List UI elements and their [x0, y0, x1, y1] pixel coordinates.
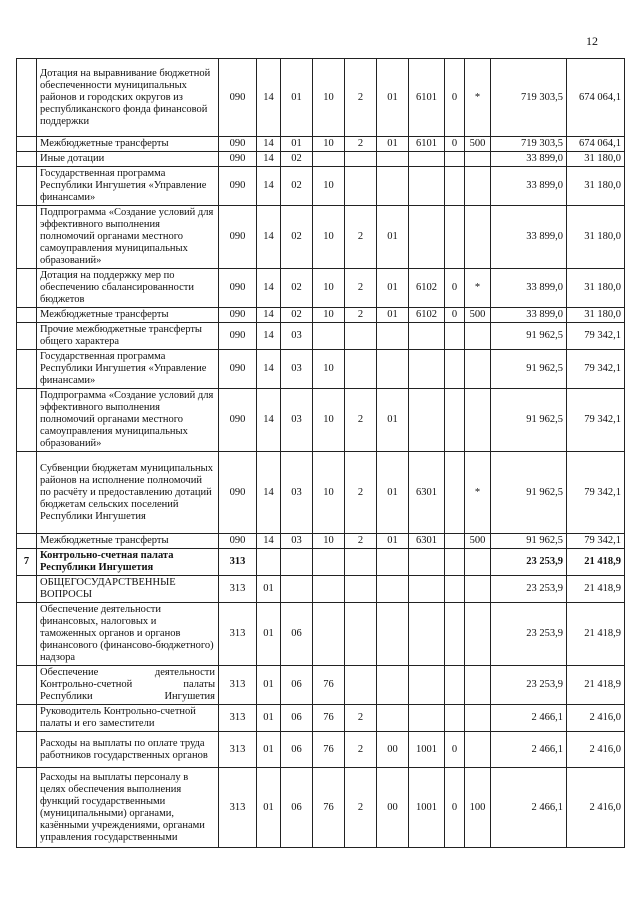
direction-code [409, 167, 445, 206]
row-number [17, 732, 37, 768]
direction-code: 6102 [409, 269, 445, 308]
table-row [17, 137, 625, 152]
subprogram-code [345, 323, 377, 350]
subprogram-code [345, 549, 377, 576]
section-code: 01 [257, 576, 281, 603]
extra-code: 0 [445, 308, 465, 323]
ved-code: 313 [219, 705, 257, 732]
event-code [377, 152, 409, 167]
direction-code [409, 576, 445, 603]
section-code: 14 [257, 308, 281, 323]
expense-type: 500 [465, 137, 491, 152]
expense-type [465, 167, 491, 206]
subsection-code [281, 576, 313, 603]
row-number [17, 206, 37, 269]
table-row [17, 452, 625, 534]
subsection-code: 03 [281, 389, 313, 452]
event-code: 01 [377, 206, 409, 269]
amount-1: 91 962,5 [491, 534, 567, 549]
expense-type: * [465, 269, 491, 308]
amount-2: 79 342,1 [567, 389, 625, 452]
event-code [377, 603, 409, 666]
section-code: 01 [257, 768, 281, 848]
section-code: 14 [257, 389, 281, 452]
expense-type [465, 389, 491, 452]
amount-1: 91 962,5 [491, 452, 567, 534]
item-name: Государственная программа Республики Ингушетия «Управление финансами» [37, 350, 219, 389]
program-code: 76 [313, 732, 345, 768]
section-code: 01 [257, 666, 281, 705]
extra-code [445, 705, 465, 732]
extra-code: 0 [445, 269, 465, 308]
item-name: Дотация на выравнивание бюджетной обеспеченности муниципальных районов и городских округов из республиканского фонда финансовой поддержки [37, 59, 219, 137]
amount-2: 31 180,0 [567, 308, 625, 323]
program-code [313, 576, 345, 603]
program-code: 10 [313, 167, 345, 206]
table-row [17, 705, 625, 732]
section-code: 14 [257, 452, 281, 534]
subprogram-code: 2 [345, 389, 377, 452]
program-code: 76 [313, 666, 345, 705]
section-code: 14 [257, 137, 281, 152]
subsection-code: 03 [281, 452, 313, 534]
amount-2: 79 342,1 [567, 323, 625, 350]
ved-code: 090 [219, 389, 257, 452]
item-name: Подпрограмма «Создание условий для эффективного выполнения полномочий органами местного самоуправления муниципальных образований» [37, 389, 219, 452]
section-code: 14 [257, 534, 281, 549]
subsection-code [281, 549, 313, 576]
item-name: Субвенции бюджетам муниципальных районов на исполнение полномочий по расчёту и предоставлению дотаций бюджетам сельских поселений Республики Ингушетия [37, 452, 219, 534]
section-code: 14 [257, 323, 281, 350]
event-code: 00 [377, 768, 409, 848]
subsection-code: 03 [281, 350, 313, 389]
extra-code [445, 206, 465, 269]
table-row [17, 152, 625, 167]
subprogram-code [345, 666, 377, 705]
subprogram-code: 2 [345, 732, 377, 768]
amount-2: 31 180,0 [567, 206, 625, 269]
row-number [17, 534, 37, 549]
event-code: 01 [377, 452, 409, 534]
subprogram-code: 2 [345, 534, 377, 549]
subsection-code: 02 [281, 167, 313, 206]
item-name: Межбюджетные трансферты [37, 308, 219, 323]
row-number [17, 768, 37, 848]
section-code: 14 [257, 350, 281, 389]
section-code: 01 [257, 732, 281, 768]
section-code: 14 [257, 269, 281, 308]
event-code: 01 [377, 137, 409, 152]
direction-code [409, 389, 445, 452]
program-code [313, 603, 345, 666]
amount-1: 719 303,5 [491, 137, 567, 152]
table-row [17, 167, 625, 206]
program-code: 10 [313, 452, 345, 534]
program-code: 10 [313, 350, 345, 389]
ved-code: 090 [219, 534, 257, 549]
extra-code: 0 [445, 137, 465, 152]
amount-1: 33 899,0 [491, 269, 567, 308]
section-code: 14 [257, 206, 281, 269]
program-code: 76 [313, 768, 345, 848]
table-row [17, 389, 625, 452]
extra-code [445, 152, 465, 167]
item-name: Межбюджетные трансферты [37, 534, 219, 549]
amount-2: 79 342,1 [567, 452, 625, 534]
section-code [257, 549, 281, 576]
extra-code [445, 666, 465, 705]
extra-code: 0 [445, 768, 465, 848]
subsection-code: 06 [281, 666, 313, 705]
subprogram-code: 2 [345, 137, 377, 152]
amount-1: 23 253,9 [491, 576, 567, 603]
amount-1: 23 253,9 [491, 603, 567, 666]
expense-type: * [465, 452, 491, 534]
item-name: Руководитель Контрольно-счетной палаты и его заместители [37, 705, 219, 732]
row-number [17, 323, 37, 350]
amount-1: 2 466,1 [491, 768, 567, 848]
section-code: 14 [257, 59, 281, 137]
expense-type [465, 323, 491, 350]
subprogram-code: 2 [345, 59, 377, 137]
expense-type [465, 666, 491, 705]
subsection-code: 02 [281, 206, 313, 269]
amount-1: 2 466,1 [491, 732, 567, 768]
section-code: 01 [257, 603, 281, 666]
event-code: 01 [377, 269, 409, 308]
amount-2: 2 416,0 [567, 768, 625, 848]
row-number [17, 705, 37, 732]
amount-2: 2 416,0 [567, 732, 625, 768]
event-code [377, 666, 409, 705]
ved-code: 090 [219, 323, 257, 350]
ved-code: 313 [219, 732, 257, 768]
extra-code [445, 603, 465, 666]
item-name: Иные дотации [37, 152, 219, 167]
ved-code: 090 [219, 59, 257, 137]
item-name: Контрольно-счетная палата Республики Ингушетия [37, 549, 219, 576]
table-row [17, 576, 625, 603]
amount-1: 91 962,5 [491, 350, 567, 389]
expense-type [465, 576, 491, 603]
expense-type: 500 [465, 534, 491, 549]
expense-type [465, 549, 491, 576]
subprogram-code: 2 [345, 452, 377, 534]
event-code: 00 [377, 732, 409, 768]
row-number [17, 350, 37, 389]
item-name: Обеспечение деятельности Контрольно-счетной палаты Республики Ингушетия [37, 666, 219, 705]
event-code: 01 [377, 308, 409, 323]
row-number [17, 152, 37, 167]
section-code: 14 [257, 152, 281, 167]
subsection-code: 06 [281, 768, 313, 848]
subsection-code: 06 [281, 603, 313, 666]
expense-type [465, 152, 491, 167]
subprogram-code: 2 [345, 308, 377, 323]
amount-1: 33 899,0 [491, 152, 567, 167]
direction-code [409, 323, 445, 350]
extra-code [445, 389, 465, 452]
event-code [377, 576, 409, 603]
amount-2: 2 416,0 [567, 705, 625, 732]
item-name: Обеспечение деятельности финансовых, налоговых и таможенных органов и органов финансового (финансово-бюджетного) надзора [37, 603, 219, 666]
event-code [377, 323, 409, 350]
amount-1: 33 899,0 [491, 206, 567, 269]
item-name: Расходы на выплаты персоналу в целях обеспечения выполнения функций государственными (муниципальными) органами, казёнными учреждениями, органами управления государственными [37, 768, 219, 848]
row-number [17, 389, 37, 452]
amount-1: 23 253,9 [491, 666, 567, 705]
subprogram-code [345, 603, 377, 666]
ved-code: 090 [219, 350, 257, 389]
direction-code [409, 549, 445, 576]
row-number [17, 308, 37, 323]
subprogram-code: 2 [345, 206, 377, 269]
row-number [17, 269, 37, 308]
table-row [17, 666, 625, 705]
table-row [17, 59, 625, 137]
table-row [17, 534, 625, 549]
subsection-code: 03 [281, 323, 313, 350]
subsection-code: 06 [281, 732, 313, 768]
ved-code: 090 [219, 206, 257, 269]
subsection-code: 01 [281, 137, 313, 152]
extra-code [445, 534, 465, 549]
amount-2: 21 418,9 [567, 549, 625, 576]
ved-code: 090 [219, 137, 257, 152]
direction-code: 6301 [409, 452, 445, 534]
item-name: Государственная программа Республики Ингушетия «Управление финансами» [37, 167, 219, 206]
amount-1: 91 962,5 [491, 389, 567, 452]
subprogram-code [345, 167, 377, 206]
direction-code: 1001 [409, 732, 445, 768]
direction-code [409, 206, 445, 269]
event-code [377, 705, 409, 732]
direction-code: 6102 [409, 308, 445, 323]
amount-2: 21 418,9 [567, 576, 625, 603]
direction-code: 6101 [409, 59, 445, 137]
event-code: 01 [377, 389, 409, 452]
item-name: Межбюджетные трансферты [37, 137, 219, 152]
budget-table [16, 58, 625, 848]
event-code: 01 [377, 59, 409, 137]
item-name: Прочие межбюджетные трансферты общего характера [37, 323, 219, 350]
extra-code [445, 167, 465, 206]
ved-code: 090 [219, 152, 257, 167]
direction-code: 6301 [409, 534, 445, 549]
subsection-code: 06 [281, 705, 313, 732]
direction-code [409, 152, 445, 167]
program-code [313, 323, 345, 350]
row-number [17, 452, 37, 534]
section-code: 14 [257, 167, 281, 206]
subprogram-code: 2 [345, 705, 377, 732]
row-number: 7 [17, 549, 37, 576]
amount-1: 33 899,0 [491, 167, 567, 206]
expense-type: * [465, 59, 491, 137]
table-row [17, 206, 625, 269]
extra-code [445, 549, 465, 576]
direction-code [409, 705, 445, 732]
subsection-code: 01 [281, 59, 313, 137]
row-number [17, 167, 37, 206]
amount-2: 31 180,0 [567, 152, 625, 167]
expense-type [465, 350, 491, 389]
program-code: 10 [313, 269, 345, 308]
amount-2: 31 180,0 [567, 269, 625, 308]
row-number [17, 59, 37, 137]
item-name: Расходы на выплаты по оплате труда работников государственных органов [37, 732, 219, 768]
expense-type [465, 732, 491, 768]
ved-code: 090 [219, 167, 257, 206]
extra-code [445, 576, 465, 603]
ved-code: 090 [219, 269, 257, 308]
program-code: 10 [313, 308, 345, 323]
subsection-code: 03 [281, 534, 313, 549]
extra-code [445, 350, 465, 389]
program-code: 10 [313, 59, 345, 137]
item-name: Подпрограмма «Создание условий для эффективного выполнения полномочий органами местного самоуправления муниципальных образований» [37, 206, 219, 269]
table-row [17, 732, 625, 768]
amount-1: 33 899,0 [491, 308, 567, 323]
extra-code: 0 [445, 59, 465, 137]
ved-code: 090 [219, 452, 257, 534]
amount-2: 674 064,1 [567, 137, 625, 152]
program-code: 76 [313, 705, 345, 732]
expense-type [465, 206, 491, 269]
expense-type: 100 [465, 768, 491, 848]
program-code [313, 152, 345, 167]
row-number [17, 603, 37, 666]
amount-1: 2 466,1 [491, 705, 567, 732]
extra-code [445, 452, 465, 534]
ved-code: 313 [219, 768, 257, 848]
table-row [17, 603, 625, 666]
ved-code: 313 [219, 576, 257, 603]
row-number [17, 137, 37, 152]
subprogram-code [345, 152, 377, 167]
subprogram-code [345, 576, 377, 603]
amount-2: 21 418,9 [567, 603, 625, 666]
program-code: 10 [313, 206, 345, 269]
page-number: 12 [586, 34, 598, 48]
event-code [377, 549, 409, 576]
event-code [377, 350, 409, 389]
event-code: 01 [377, 534, 409, 549]
amount-1: 91 962,5 [491, 323, 567, 350]
subsection-code: 02 [281, 308, 313, 323]
subsection-code: 02 [281, 152, 313, 167]
subsection-code: 02 [281, 269, 313, 308]
subprogram-code: 2 [345, 269, 377, 308]
item-name: ОБЩЕГОСУДАРСТВЕННЫЕ ВОПРОСЫ [37, 576, 219, 603]
extra-code [445, 323, 465, 350]
table-row [17, 308, 625, 323]
direction-code: 1001 [409, 768, 445, 848]
extra-code: 0 [445, 732, 465, 768]
program-code: 10 [313, 389, 345, 452]
expense-type: 500 [465, 308, 491, 323]
table-row [17, 350, 625, 389]
program-code [313, 549, 345, 576]
expense-type [465, 603, 491, 666]
amount-1: 719 303,5 [491, 59, 567, 137]
table-row [17, 768, 625, 848]
direction-code [409, 603, 445, 666]
direction-code [409, 350, 445, 389]
section-code: 01 [257, 705, 281, 732]
subprogram-code [345, 350, 377, 389]
table-row [17, 269, 625, 308]
row-number [17, 666, 37, 705]
program-code: 10 [313, 534, 345, 549]
amount-2: 79 342,1 [567, 534, 625, 549]
subprogram-code: 2 [345, 768, 377, 848]
ved-code: 313 [219, 666, 257, 705]
expense-type [465, 705, 491, 732]
row-number [17, 576, 37, 603]
amount-2: 674 064,1 [567, 59, 625, 137]
table-row [17, 549, 625, 576]
direction-code [409, 666, 445, 705]
amount-2: 21 418,9 [567, 666, 625, 705]
ved-code: 313 [219, 603, 257, 666]
event-code [377, 167, 409, 206]
table-row [17, 323, 625, 350]
direction-code: 6101 [409, 137, 445, 152]
program-code: 10 [313, 137, 345, 152]
amount-2: 79 342,1 [567, 350, 625, 389]
ved-code: 313 [219, 549, 257, 576]
amount-2: 31 180,0 [567, 167, 625, 206]
amount-1: 23 253,9 [491, 549, 567, 576]
ved-code: 090 [219, 308, 257, 323]
item-name: Дотация на поддержку мер по обеспечению сбалансированности бюджетов [37, 269, 219, 308]
